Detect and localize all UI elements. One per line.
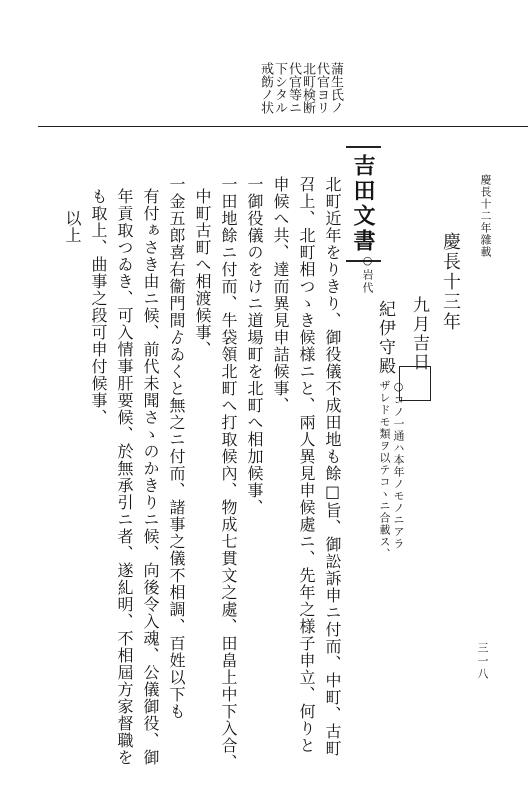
source-note: ○岩代 (361, 254, 374, 295)
editorial-note-line: 代官ヨリ (314, 62, 329, 114)
date-month: 九月吉日 (409, 296, 429, 372)
body-line: 有付ぁさき由ニ候、前代未聞さゝのかきりニ候、向後令入魂、公儀御役、御 (141, 188, 160, 766)
running-head: 慶長十二年雜載 (479, 174, 492, 258)
closing-line: 以上 (63, 210, 82, 244)
editorial-note-line: 下シタル (272, 62, 287, 114)
source-title: 吉田文書 (346, 146, 381, 262)
editorial-note-line: 代官等ニ (286, 62, 301, 114)
body-line: 申候へ共、達而異見申詰候事、 (271, 176, 290, 414)
body-line: 召上、北町相つゝき候様ニと、兩人異見申候處ニ、先年之様子申立、何りと (297, 176, 316, 754)
body-line: 年貢取つゐき、可入情事肝要候、於無承引ニ者、遂糺明、不相屆方家督職を (115, 188, 134, 766)
body-line: 一田地餘ニ付而、牛袋領北町へ打取候內、物成七貫文之處、田畠上中下入合、 (219, 176, 238, 771)
editorial-note-line: 北町検断 (300, 62, 315, 114)
editorial-note-line: 蒲生氏ノ (328, 62, 343, 114)
addressee: 紀伊守殿 (375, 300, 395, 376)
sender-note-line: ○コノ一通ハ本年ノモノニアラ (392, 380, 405, 550)
body-line: 一金五郎喜右衞門間ゟゐくと無之ニ付而、諸事之儀不相調、百姓以下も (167, 176, 186, 720)
header-rule (38, 126, 528, 127)
editorial-note-line: 戒飭ノ状 (258, 62, 273, 114)
body-line: 北町近年をりきり、御役儀不成田地も餘□旨、御訟訴申ニ付而、中町、古町 (323, 176, 342, 757)
body-line: 一御役儀のをけニ道場町を北町へ相加候事、 (245, 176, 264, 516)
body-line: も取上、曲事之段可申付候事、 (89, 188, 108, 426)
date-era: 慶長十三年 (440, 232, 461, 332)
body-line: 中町古町へ相渡候事、 (193, 188, 212, 358)
sender-note-line: ザレドモ類ヲ以テコヽニ合載ス、 (378, 380, 391, 560)
page-number: 三一八 (476, 642, 489, 681)
